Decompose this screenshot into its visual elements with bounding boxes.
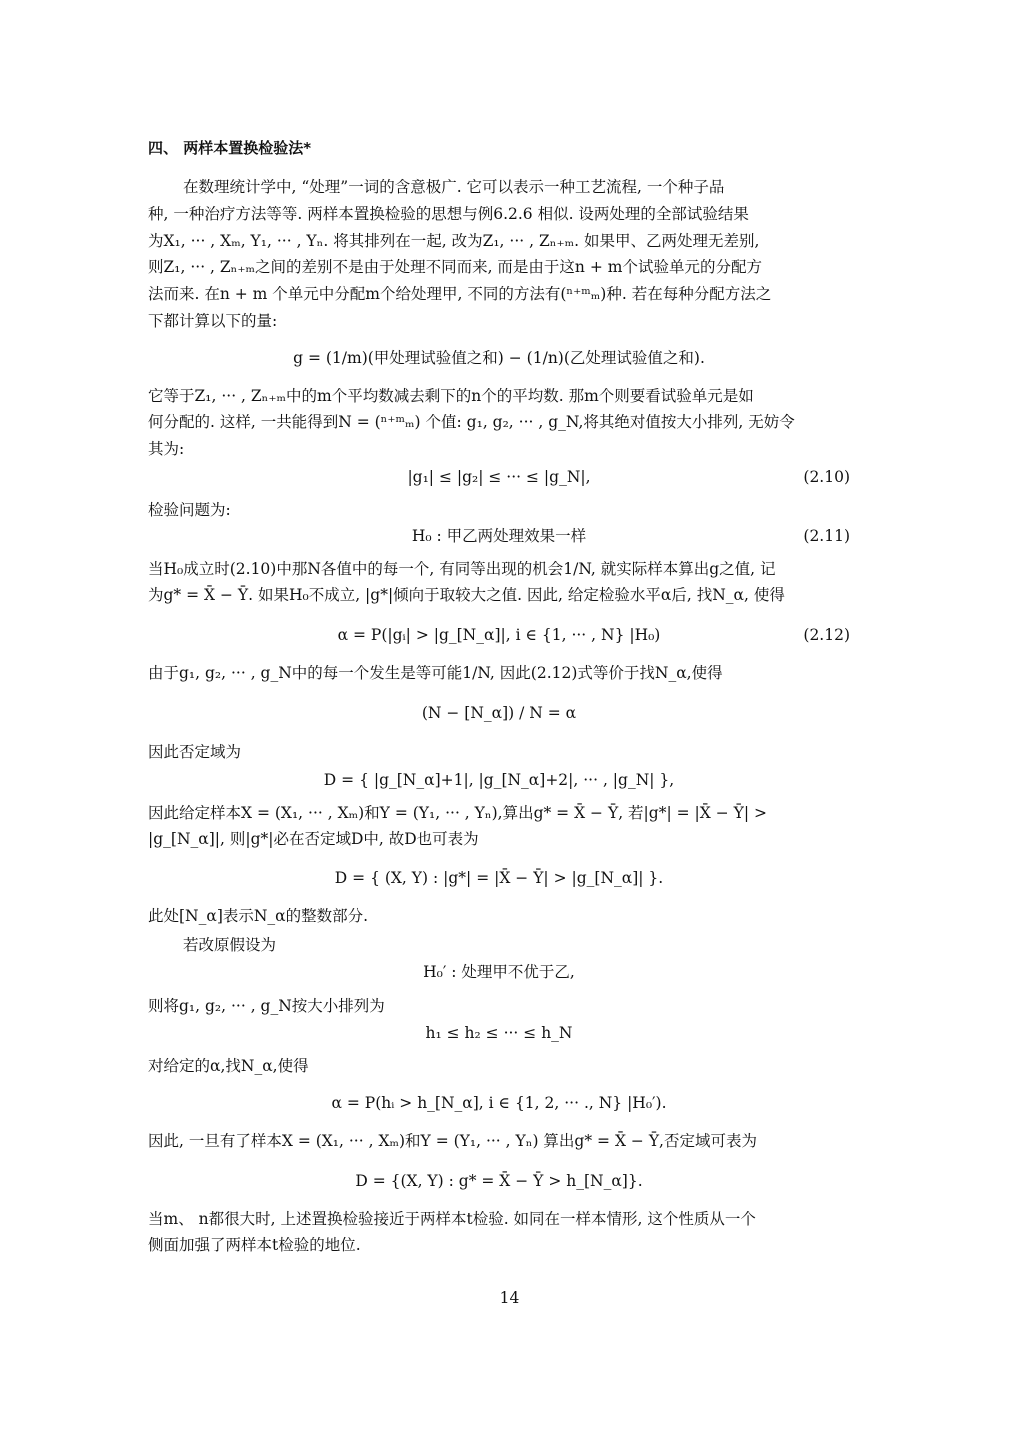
equation-h-order: h₁ ≤ h₂ ≤ ··· ≤ h_N	[425, 1024, 573, 1042]
text-line: 若改原假设为	[183, 936, 277, 954]
equation-2-12: α = P(|gᵢ| > |g_[N_α]|, i ∈ {1, ··· , N} |H₀)	[337, 626, 661, 644]
equation-h0-prime: H₀′ : 处理甲不优于乙,	[423, 963, 575, 981]
page-number: 14	[499, 1289, 520, 1307]
equation-number: (2.11)	[803, 527, 850, 545]
text-line: 当H₀成立时(2.10)中那N各值中的每一个, 有同等出现的机会1/N, 就实际样本算出g之值, 记	[148, 560, 776, 578]
text-line: 当m、 n都很大时, 上述置换检验接近于两样本t检验. 如同在一样本情形, 这个性质从一个	[148, 1210, 756, 1228]
text-line: 此处[N_α]表示N_α的整数部分.	[148, 907, 369, 925]
text-line: 因此给定样本X = (X₁, ··· , Xₘ)和Y = (Y₁, ··· , Yₙ),算出g* = X̄ − Ȳ, 若|g*| = |X̄ − Ȳ| >	[148, 804, 767, 822]
equation-g: g = (1/m)(甲处理试验值之和) − (1/n)(乙处理试验值之和).	[293, 349, 705, 367]
text-line: 侧面加强了两样本t检验的地位.	[148, 1236, 361, 1254]
equation-2-10: |g₁| ≤ |g₂| ≤ ··· ≤ |g_N|,	[407, 468, 591, 486]
equation-number: (2.10)	[803, 468, 850, 486]
text-line: 为X₁, ··· , Xₘ, Y₁, ··· , Yₙ. 将其排列在一起, 改为Z₁, ··· , Zₙ₊ₘ. 如果甲、乙两处理无差别,	[148, 232, 760, 250]
text-line: 为g* = X̄ − Ȳ. 如果H₀不成立, |g*|倾向于取较大之值. 因此, 给定检验水平α后, 找N_α, 使得	[148, 586, 785, 604]
text-line: 则Z₁, ··· , Zₙ₊ₘ之间的差别不是由于处理不同而来, 而是由于这n + m个试验单元的分配方	[148, 258, 762, 276]
text-line: 种, 一种治疗方法等等. 两样本置换检验的思想与例6.2.6 相似. 设两处理的全部试验结果	[148, 205, 749, 223]
text-line: 由于g₁, g₂, ··· , g_N中的每一个发生是等可能1/N, 因此(2.12)式等价于找N_α,使得	[148, 664, 723, 682]
equation-rejection-region-2: D = { (X, Y) : |g*| = |X̄ − Ȳ| > |g_[N_α]| }.	[334, 869, 664, 887]
text-line: 则将g₁, g₂, ··· , g_N按大小排列为	[148, 997, 385, 1015]
text-line: 它等于Z₁, ··· , Zₙ₊ₘ中的m个平均数减去剩下的n个的平均数. 那m个则要看试验单元是如	[148, 387, 754, 405]
section-title: 四、 两样本置换检验法*	[148, 139, 312, 157]
text-line: 在数理统计学中, “处理”一词的含意极广. 它可以表示一种工艺流程, 一个种子品	[183, 178, 725, 196]
equation-rejection-region: D = { |g_[N_α]+1|, |g_[N_α]+2|, ··· , |g_N| },	[323, 771, 675, 789]
text-line: 检验问题为:	[148, 501, 231, 519]
equation-fraction: (N − [N_α]) / N = α	[421, 704, 577, 722]
equation-rejection-region-3: D = {(X, Y) : g* = X̄ − Ȳ > h_[N_α]}.	[355, 1172, 643, 1190]
text-line: 对给定的α,找N_α,使得	[148, 1057, 309, 1075]
text-line: 因此否定域为	[148, 743, 242, 761]
text-line: 因此, 一旦有了样本X = (X₁, ··· , Xₘ)和Y = (Y₁, ··· , Yₙ) 算出g* = X̄ − Ȳ,否定域可表为	[148, 1132, 757, 1150]
equation-number: (2.12)	[803, 626, 850, 644]
text-line: 下都计算以下的量:	[148, 312, 278, 330]
equation-alpha: α = P(hᵢ > h_[N_α], i ∈ {1, 2, ··· ., N} |H₀′).	[331, 1094, 667, 1112]
text-line: 其为:	[148, 440, 185, 458]
text-line: 法而来. 在n + m 个单元中分配m个给处理甲, 不同的方法有(ⁿ⁺ᵐₘ)种. 若在每种分配方法之	[148, 285, 772, 303]
equation-2-11: H₀ : 甲乙两处理效果一样	[411, 527, 587, 545]
text-line: |g_[N_α]|, 则|g*|必在否定域D中, 故D也可表为	[148, 830, 479, 848]
text-line: 何分配的. 这样, 一共能得到N = (ⁿ⁺ᵐₘ) 个值: g₁, g₂, ··· , g_N,将其绝对值按大小排列, 无妨令	[148, 413, 795, 431]
